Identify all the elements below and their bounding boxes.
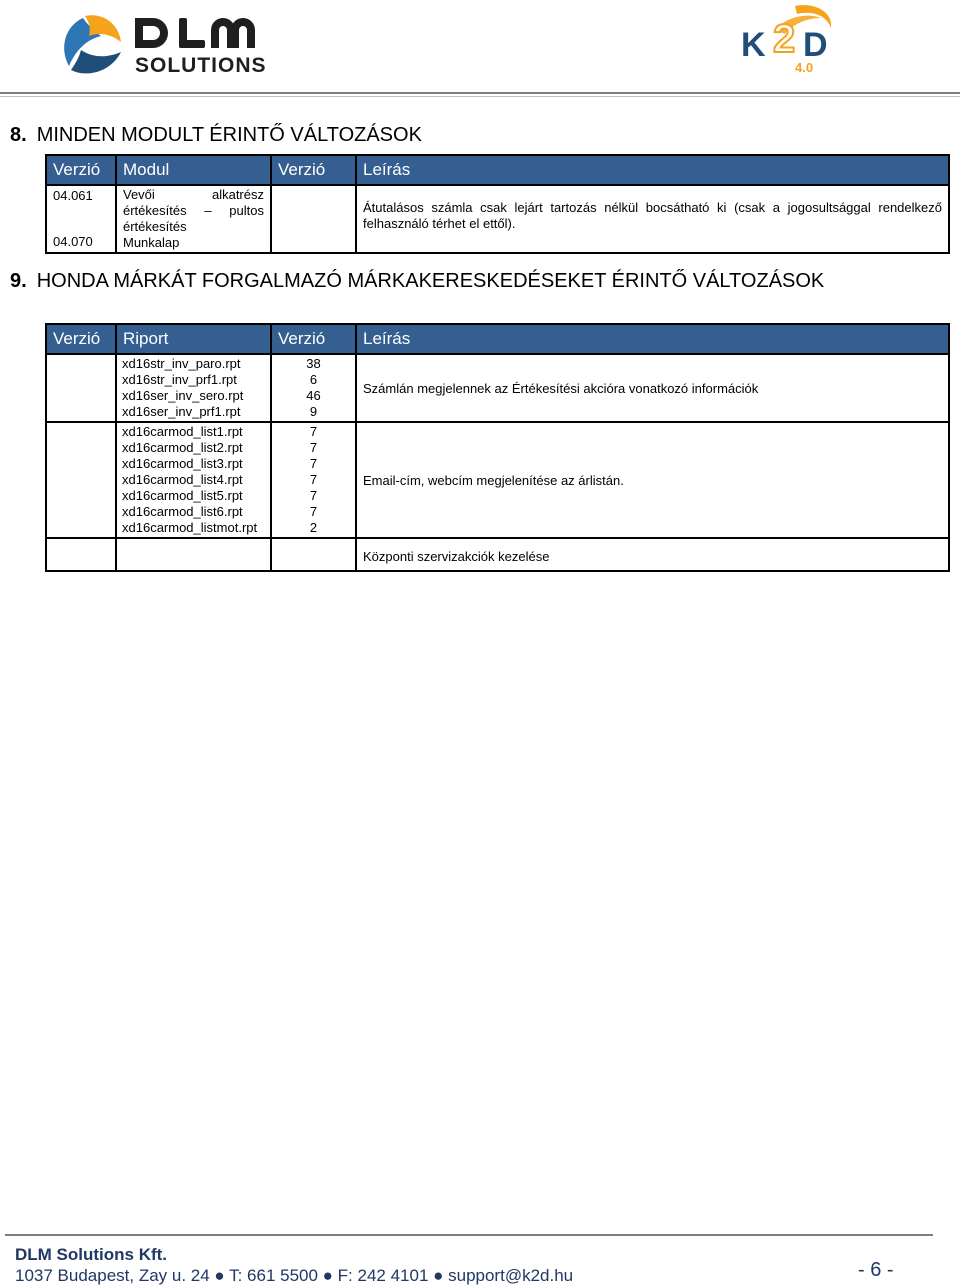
report-name: xd16str_inv_prf1.rpt (122, 372, 237, 387)
report-version: 7 (309, 472, 318, 487)
description-cell (356, 354, 949, 422)
page-number: - 6 - (858, 1259, 894, 1281)
table-row (46, 538, 949, 571)
description-text: Számlán megjelennek az Értékesítési akcióra vonatkozó információk (363, 380, 759, 396)
report-cell (116, 422, 271, 538)
module-word: értékesítés (123, 219, 187, 234)
section-number: 9. (10, 270, 27, 292)
col-header-report: Riport (116, 324, 271, 354)
section-8-heading (10, 124, 422, 147)
report-name: xd16ser_inv_prf1.rpt (122, 404, 241, 419)
report-name: xd16carmod_list3.rpt (122, 456, 243, 471)
description-text: Email-cím, webcím megjelenítése az árlistán. (363, 472, 624, 488)
version-cell (46, 422, 116, 538)
report-version: 46 (306, 388, 321, 403)
dlm-solutions-logo (55, 8, 295, 78)
table-row (46, 185, 949, 253)
svg-text:4.0: 4.0 (795, 60, 814, 75)
svg-text:K: K (741, 26, 766, 64)
footer-divider (5, 1234, 933, 1236)
module-word: – (204, 203, 212, 218)
module-word: értékesítés (123, 203, 187, 218)
module-word: pultos (229, 203, 264, 218)
module-word: alkatrész (211, 187, 264, 202)
report-version: 7 (309, 440, 318, 455)
description-text: Központi szervizakciók kezelése (363, 549, 550, 564)
col-header-version: Verzió (46, 155, 116, 185)
report-version: 38 (306, 356, 321, 371)
version2-cell (271, 185, 356, 253)
col-header-version: Verzió (46, 324, 116, 354)
col-header-description: Leírás (356, 324, 949, 354)
report-name: xd16carmod_listmot.rpt (122, 520, 258, 535)
changes-table-all-modules (45, 154, 950, 254)
version-cell (46, 354, 116, 422)
report-version: 7 (309, 488, 318, 503)
svg-text:SOLUTIONS: SOLUTIONS (135, 54, 267, 77)
section-9-heading (10, 270, 824, 293)
report-version: 6 (309, 372, 318, 387)
report-name: xd16carmod_list6.rpt (122, 504, 243, 519)
changes-table-honda-dealers (45, 323, 950, 572)
col-header-description: Leírás (356, 155, 949, 185)
col-header-version2: Verzió (271, 155, 356, 185)
footer-company: DLM Solutions Kft. (15, 1245, 168, 1264)
module-cell (116, 185, 271, 253)
report-cell (116, 354, 271, 422)
report-name: xd16carmod_list2.rpt (122, 440, 243, 455)
col-header-module: Modul (116, 155, 271, 185)
section-number: 8. (10, 124, 27, 146)
version-cell (46, 185, 116, 253)
dlm-swirl-icon (64, 15, 121, 73)
report-version: 7 (309, 504, 318, 519)
report-cell (116, 538, 271, 571)
description-cell: Átutalásos számla csak lejárt tartozás nélkül bocsátható ki (csak a jogosultsággal rendelkező felhasználó térhet el ettől). (356, 185, 949, 253)
svg-text:D: D (803, 26, 828, 64)
header-divider (0, 92, 960, 94)
table-header-row (46, 324, 949, 354)
table-row (46, 354, 949, 422)
report-name: xd16str_inv_paro.rpt (122, 356, 241, 371)
col-header-version2: Verzió (271, 324, 356, 354)
report-version: 7 (309, 456, 318, 471)
version-value: 04.061 (53, 188, 93, 203)
report-version: 7 (309, 424, 318, 439)
report-version: 2 (309, 520, 318, 535)
table-header-row (46, 155, 949, 185)
footer-address: 1037 Budapest, Zay u. 24 ● T: 661 5500 ● F: 242 4101 ● support@k2d.hu (15, 1266, 574, 1285)
report-name: xd16carmod_list5.rpt (122, 488, 243, 503)
table-row (46, 422, 949, 538)
module-word: Vevői (123, 187, 155, 202)
report-name: xd16carmod_list1.rpt (122, 424, 243, 439)
description-cell (356, 422, 949, 538)
version-value: 04.070 (53, 234, 93, 249)
description-cell (356, 538, 949, 571)
report-name: xd16ser_inv_sero.rpt (122, 388, 244, 403)
version-cell (46, 538, 116, 571)
section-title: HONDA MÁRKÁT FORGALMAZÓ MÁRKAKERESKEDÉSEKET ÉRINTŐ VÁLTOZÁSOK (36, 270, 825, 292)
header-divider-thin (0, 96, 960, 97)
report-version-cell (271, 538, 356, 571)
report-name: xd16carmod_list4.rpt (122, 472, 243, 487)
k2d-logo (735, 2, 865, 77)
section-title: MINDEN MODULT ÉRINTŐ VÁLTOZÁSOK (36, 124, 422, 146)
report-version-cell (271, 422, 356, 538)
report-version-cell (271, 354, 356, 422)
svg-text:2: 2 (773, 17, 796, 61)
module-word: Munkalap (123, 235, 180, 250)
report-version: 9 (309, 404, 318, 419)
